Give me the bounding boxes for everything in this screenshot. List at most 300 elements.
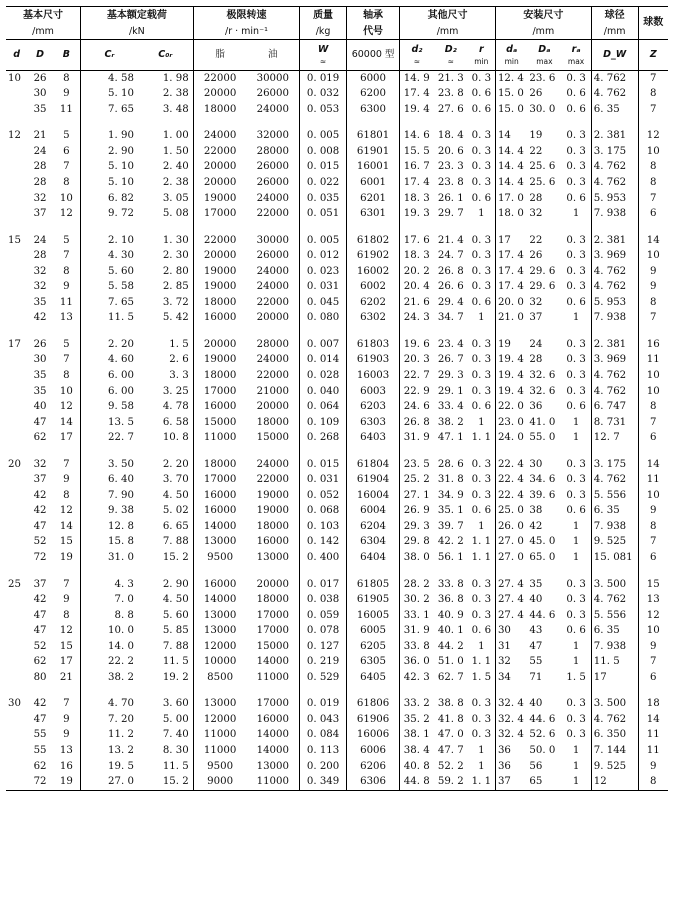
table-cell: 7	[638, 191, 668, 207]
table-cell: 8	[63, 265, 70, 277]
table-cell: 6003	[346, 384, 399, 400]
table-cell: 6. 00	[80, 384, 137, 400]
table-cell: 7. 40	[162, 729, 189, 741]
table-cell: 2. 85	[162, 281, 189, 293]
table-cell: 2. 38	[162, 88, 189, 100]
table-cell: 42. 2	[437, 536, 464, 548]
spacer-cell	[6, 326, 27, 337]
table-cell: 10000	[193, 655, 246, 671]
table-cell: 0. 6	[566, 505, 586, 517]
table-cell: 26000	[256, 88, 290, 100]
table-cell: 52. 6	[529, 729, 556, 741]
table-cell: 29. 6	[529, 281, 556, 293]
cell-bore-d	[6, 535, 27, 551]
spacer-cell	[193, 446, 246, 457]
table-cell: 12000	[193, 639, 246, 655]
table-cell: 0. 035	[300, 191, 347, 207]
table-cell: 17. 4	[495, 264, 527, 280]
table-cell: 14	[59, 520, 73, 532]
table-cell: 38. 2	[437, 416, 464, 428]
table-cell: 8. 30	[162, 745, 189, 756]
table-cell: 1. 00	[162, 130, 189, 142]
table-cell: 28000	[256, 338, 290, 350]
table-row	[6, 295, 668, 311]
table-cell: 23. 8	[437, 88, 464, 100]
table-cell: 0. 059	[300, 608, 347, 624]
table-cell: 14. 4	[495, 144, 527, 160]
table-cell: 3. 175	[591, 457, 638, 473]
spacer-cell	[80, 118, 137, 129]
table-cell: 35. 1	[437, 505, 464, 517]
table-cell: 7. 938	[591, 519, 638, 535]
table-cell: 9000	[193, 774, 246, 790]
table-cell: 38. 2	[80, 670, 137, 686]
table-body	[6, 71, 668, 791]
table-cell: 24	[33, 145, 47, 157]
table-cell: 29. 6	[529, 265, 556, 277]
spacer-cell	[53, 118, 81, 129]
table-cell: 12. 4	[495, 71, 527, 87]
table-cell: 0. 3	[471, 145, 492, 157]
table-cell: 11	[638, 743, 668, 759]
table-cell: 3. 60	[162, 698, 189, 710]
table-cell: 55	[33, 729, 47, 741]
table-cell: 16000	[256, 713, 290, 725]
table-cell: 6. 35	[591, 504, 638, 520]
spacer-cell	[138, 686, 193, 697]
table-cell: 42	[33, 505, 47, 517]
table-cell: 6. 350	[591, 728, 638, 744]
spacer-cell	[468, 686, 496, 697]
table-cell: 11. 2	[80, 728, 137, 744]
table-cell: 33. 1	[400, 608, 434, 624]
cell-bore-d	[6, 608, 27, 624]
table-cell: 16000	[193, 577, 246, 593]
table-cell: 11	[638, 728, 668, 744]
table-cell: 0. 3	[566, 489, 586, 501]
table-cell: 1	[478, 520, 485, 532]
cell-bore-d	[6, 191, 27, 207]
table-cell: 0. 6	[471, 192, 492, 204]
table-cell: 7	[63, 458, 70, 470]
spacer-cell	[27, 686, 53, 697]
table-cell: 24. 0	[495, 430, 527, 446]
table-cell: 0. 015	[300, 160, 347, 176]
table-cell: 0. 3	[566, 369, 586, 381]
table-cell: 0. 6	[471, 625, 492, 637]
spacer-cell	[53, 566, 81, 577]
table-cell: 17000	[256, 625, 290, 637]
table-cell: 26	[33, 72, 47, 84]
table-cell: 11. 5	[162, 760, 189, 772]
table-cell: 31. 0	[80, 550, 137, 566]
table-cell: 7. 65	[80, 295, 137, 311]
table-cell: 0. 3	[471, 385, 492, 397]
table-cell: 42	[33, 489, 47, 501]
table-cell: 2. 10	[80, 233, 137, 249]
table-cell: 13000	[193, 697, 246, 713]
table-cell: 0. 400	[300, 550, 347, 566]
table-cell: 22. 2	[80, 655, 137, 671]
spacer-cell	[138, 222, 193, 233]
table-cell: 1	[478, 640, 485, 652]
table-cell: 7	[63, 250, 70, 262]
table-cell: 1	[572, 760, 580, 772]
cell-bore-d	[6, 311, 27, 327]
table-cell: 19000	[193, 353, 246, 369]
table-cell: 44. 2	[437, 640, 464, 652]
table-cell: 0. 031	[300, 280, 347, 296]
table-row	[6, 608, 668, 624]
table-cell: 8	[638, 774, 668, 790]
table-cell: 0. 3	[471, 265, 492, 277]
table-cell: 9	[63, 594, 70, 606]
cell-bore-d: 15	[8, 234, 21, 246]
table-cell: 0. 3	[471, 369, 492, 381]
table-cell: 0. 6	[566, 296, 586, 308]
table-cell: 0. 052	[300, 488, 347, 504]
spacer-cell	[527, 222, 561, 233]
cell-bore-d	[6, 774, 27, 790]
spacer-cell	[193, 222, 246, 233]
table-cell: 9	[638, 264, 668, 280]
table-cell: 29. 3	[400, 519, 434, 535]
spacer-cell	[495, 222, 527, 233]
table-cell: 4. 30	[80, 248, 137, 264]
cell-bore-d	[6, 728, 27, 744]
header-ball-count: 球数	[638, 7, 668, 40]
spacer-cell	[638, 326, 668, 337]
table-cell: 12	[59, 625, 73, 637]
table-cell: 9	[638, 280, 668, 296]
table-cell: 61901	[346, 144, 399, 160]
table-cell: 9. 58	[80, 399, 137, 415]
table-cell: 36. 0	[400, 655, 434, 671]
spacer-cell	[468, 326, 496, 337]
table-cell: 6002	[346, 280, 399, 296]
table-cell: 8	[638, 175, 668, 191]
table-cell: 61801	[346, 129, 399, 145]
table-cell: 42	[529, 520, 543, 532]
table-cell: 18000	[256, 594, 290, 606]
table-cell: 1. 1	[471, 551, 492, 563]
table-cell: 3. 969	[591, 248, 638, 264]
spacer-cell	[80, 222, 137, 233]
table-cell: 32	[529, 208, 543, 220]
table-cell: 21. 3	[437, 72, 464, 84]
table-cell: 35. 2	[400, 712, 434, 728]
table-cell: 22. 4	[495, 473, 527, 489]
table-cell: 1	[572, 640, 580, 652]
table-cell: 2. 381	[591, 233, 638, 249]
table-cell: 1. 1	[471, 536, 492, 548]
table-cell: 42. 3	[400, 670, 434, 686]
table-cell: 0. 3	[471, 176, 492, 188]
table-cell: 22000	[256, 208, 290, 220]
table-cell: 6. 35	[591, 102, 638, 118]
table-cell: 3. 72	[162, 296, 189, 308]
table-cell: 7. 0	[80, 592, 137, 608]
bearing-table	[6, 6, 668, 791]
table-cell: 30000	[256, 234, 290, 246]
table-cell: 36	[495, 759, 527, 775]
table-cell: 8	[638, 399, 668, 415]
table-cell: 61805	[346, 577, 399, 593]
table-cell: 19000	[193, 191, 246, 207]
cell-bore-d	[6, 473, 27, 489]
table-cell: 3. 50	[80, 457, 137, 473]
table-cell: 20000	[256, 312, 290, 324]
table-cell: 32	[33, 265, 47, 277]
table-cell: 8	[63, 72, 70, 84]
table-cell: 19	[59, 551, 73, 563]
table-cell: 6	[638, 670, 668, 686]
table-cell: 20. 2	[400, 264, 434, 280]
table-cell: 5. 60	[162, 609, 189, 621]
table-row	[6, 457, 668, 473]
table-row	[6, 87, 668, 103]
table-cell: 9. 525	[591, 759, 638, 775]
table-cell: 0. 3	[566, 130, 586, 142]
table-cell: 0. 3	[566, 578, 586, 590]
spacer-cell	[6, 686, 27, 697]
table-cell: 16002	[346, 264, 399, 280]
spacer-cell	[468, 446, 496, 457]
table-cell: 22000	[256, 474, 290, 486]
table-cell: 0. 3	[566, 458, 586, 470]
table-cell: 1. 5	[471, 671, 492, 683]
spacer-cell	[591, 686, 638, 697]
table-cell: 0. 219	[300, 655, 347, 671]
table-cell: 18000	[193, 295, 246, 311]
group-spacer	[6, 566, 668, 577]
table-cell: 16000	[256, 536, 290, 548]
cell-bore-d	[6, 415, 27, 431]
table-cell: 1. 30	[162, 234, 189, 246]
cell-bore-d: 12	[8, 130, 21, 142]
table-cell: 0. 6	[566, 401, 586, 413]
table-cell: 0. 6	[566, 625, 586, 637]
table-cell: 9	[63, 713, 70, 725]
header-speed: 极限转速	[193, 7, 299, 25]
spacer-cell	[27, 118, 53, 129]
table-cell: 15000	[256, 640, 290, 652]
table-cell: 8	[63, 609, 70, 621]
table-cell: 41. 8	[437, 713, 464, 725]
table-cell: 12	[638, 608, 668, 624]
col-header-Z: Z	[638, 40, 668, 71]
table-cell: 2. 38	[162, 176, 189, 188]
table-cell: 5. 10	[80, 175, 137, 191]
table-cell: 47	[33, 625, 47, 637]
table-cell: 4. 78	[162, 401, 189, 413]
table-cell: 5. 556	[591, 608, 638, 624]
table-cell: 7	[63, 354, 70, 366]
spacer-cell	[300, 686, 347, 697]
table-cell: 0. 103	[300, 519, 347, 535]
spacer-cell	[193, 686, 246, 697]
spacer-cell	[561, 118, 591, 129]
col-header-D: D	[27, 40, 53, 71]
table-cell: 47. 1	[437, 432, 464, 444]
table-cell: 0. 142	[300, 535, 347, 551]
table-cell: 1	[478, 208, 485, 220]
table-cell: 28	[529, 192, 543, 204]
table-cell: 23. 6	[529, 72, 556, 84]
col-header-C0r: C₀ᵣ	[138, 40, 193, 71]
table-cell: 19000	[193, 264, 246, 280]
spacer-cell	[434, 326, 468, 337]
table-cell: 0. 6	[471, 296, 492, 308]
table-cell: 0. 014	[300, 353, 347, 369]
table-cell: 2. 381	[591, 337, 638, 353]
table-cell: 15. 8	[80, 535, 137, 551]
table-cell: 4. 762	[591, 368, 638, 384]
table-cell: 3. 05	[162, 192, 189, 204]
group-spacer	[6, 118, 668, 129]
table-cell: 14	[59, 416, 73, 428]
spacer-cell	[434, 686, 468, 697]
cell-bore-d	[6, 743, 27, 759]
header-other-dims: 其他尺寸	[400, 7, 496, 25]
table-cell: 6	[638, 206, 668, 222]
table-cell: 41. 0	[529, 416, 556, 428]
table-row	[6, 577, 668, 593]
table-cell: 56	[529, 760, 543, 772]
col-header-da: dₐ min	[495, 40, 527, 71]
table-cell: 61804	[346, 457, 399, 473]
table-cell: 5. 42	[162, 312, 189, 324]
table-cell: 2. 20	[80, 337, 137, 353]
table-cell: 7	[638, 415, 668, 431]
table-cell: 12	[59, 505, 73, 517]
table-cell: 3. 70	[162, 474, 189, 486]
table-row	[6, 535, 668, 551]
table-cell: 11	[638, 353, 668, 369]
table-cell: 9	[638, 759, 668, 775]
table-cell: 22. 9	[400, 384, 434, 400]
table-cell: 20000	[256, 578, 290, 590]
table-cell: 29. 4	[437, 296, 464, 308]
spacer-cell	[400, 222, 434, 233]
table-cell: 0. 015	[300, 457, 347, 473]
table-cell: 3. 25	[162, 385, 189, 397]
spacer-cell	[638, 686, 668, 697]
table-cell: 19. 3	[400, 206, 434, 222]
table-cell: 4. 762	[591, 87, 638, 103]
table-row	[6, 280, 668, 296]
table-cell: 21	[33, 130, 47, 142]
table-cell: 40	[529, 698, 543, 710]
table-cell: 5	[63, 338, 70, 350]
table-row	[6, 206, 668, 222]
table-cell: 0. 6	[566, 103, 586, 115]
header-bearing-code-2: 代号	[346, 24, 399, 40]
table-cell: 9	[638, 504, 668, 520]
spacer-cell	[591, 566, 638, 577]
table-cell: 24000	[256, 265, 290, 277]
table-cell: 15	[59, 536, 73, 548]
table-cell: 22	[529, 145, 543, 157]
table-cell: 14000	[193, 592, 246, 608]
table-cell: 0. 3	[471, 594, 492, 606]
table-cell: 5. 10	[80, 87, 137, 103]
table-cell: 0. 200	[300, 759, 347, 775]
table-cell: 0. 3	[471, 250, 492, 262]
table-cell: 6206	[346, 759, 399, 775]
table-cell: 7. 20	[80, 712, 137, 728]
table-cell: 13	[59, 745, 73, 756]
table-cell: 22. 4	[495, 488, 527, 504]
table-cell: 13000	[193, 535, 246, 551]
table-cell: 28. 6	[437, 458, 464, 470]
table-cell: 32	[529, 296, 543, 308]
table-cell: 11. 5	[80, 311, 137, 327]
table-cell: 19000	[193, 280, 246, 296]
spacer-cell	[495, 686, 527, 697]
table-cell: 23. 0	[495, 415, 527, 431]
table-cell: 55. 0	[529, 432, 556, 444]
table-cell: 11000	[193, 430, 246, 446]
table-row	[6, 473, 668, 489]
table-cell: 1. 1	[471, 656, 492, 668]
table-cell: 17. 0	[495, 191, 527, 207]
table-cell: 27. 6	[437, 103, 464, 115]
table-cell: 0. 005	[300, 233, 347, 249]
table-cell: 23. 8	[437, 176, 464, 188]
spacer-cell	[246, 686, 299, 697]
table-cell: 0. 3	[471, 489, 492, 501]
table-cell: 61902	[346, 248, 399, 264]
spacer-cell	[193, 566, 246, 577]
col-header-B: B	[53, 40, 81, 71]
table-row	[6, 248, 668, 264]
spacer-cell	[246, 326, 299, 337]
table-cell: 1	[572, 656, 580, 668]
table-cell: 4. 762	[591, 175, 638, 191]
table-cell: 0. 040	[300, 384, 347, 400]
table-cell: 7	[638, 655, 668, 671]
table-cell: 28. 2	[400, 577, 434, 593]
table-cell: 0. 3	[566, 354, 586, 366]
table-cell: 9. 525	[591, 535, 638, 551]
cell-bore-d	[6, 504, 27, 520]
table-cell: 13000	[256, 551, 290, 563]
spacer-cell	[346, 326, 399, 337]
cell-bore-d	[6, 624, 27, 640]
table-cell: 24. 6	[400, 399, 434, 415]
spacer-cell	[400, 118, 434, 129]
table-cell: 0. 012	[300, 248, 347, 264]
table-cell: 4. 70	[80, 697, 137, 713]
spacer-cell	[434, 118, 468, 129]
table-cell: 31. 8	[437, 474, 464, 486]
table-cell: 36	[529, 401, 543, 413]
spacer-cell	[300, 566, 347, 577]
spacer-cell	[591, 446, 638, 457]
table-cell: 30000	[256, 72, 290, 84]
spacer-cell	[400, 686, 434, 697]
table-cell: 11. 5	[591, 655, 638, 671]
table-cell: 26000	[256, 161, 290, 173]
table-cell: 8	[638, 87, 668, 103]
table-cell: 18	[638, 697, 668, 713]
spacer-cell	[527, 686, 561, 697]
table-cell: 3. 969	[591, 353, 638, 369]
table-cell: 30	[495, 624, 527, 640]
table-cell: 18. 0	[495, 206, 527, 222]
table-cell: 10	[59, 385, 73, 397]
